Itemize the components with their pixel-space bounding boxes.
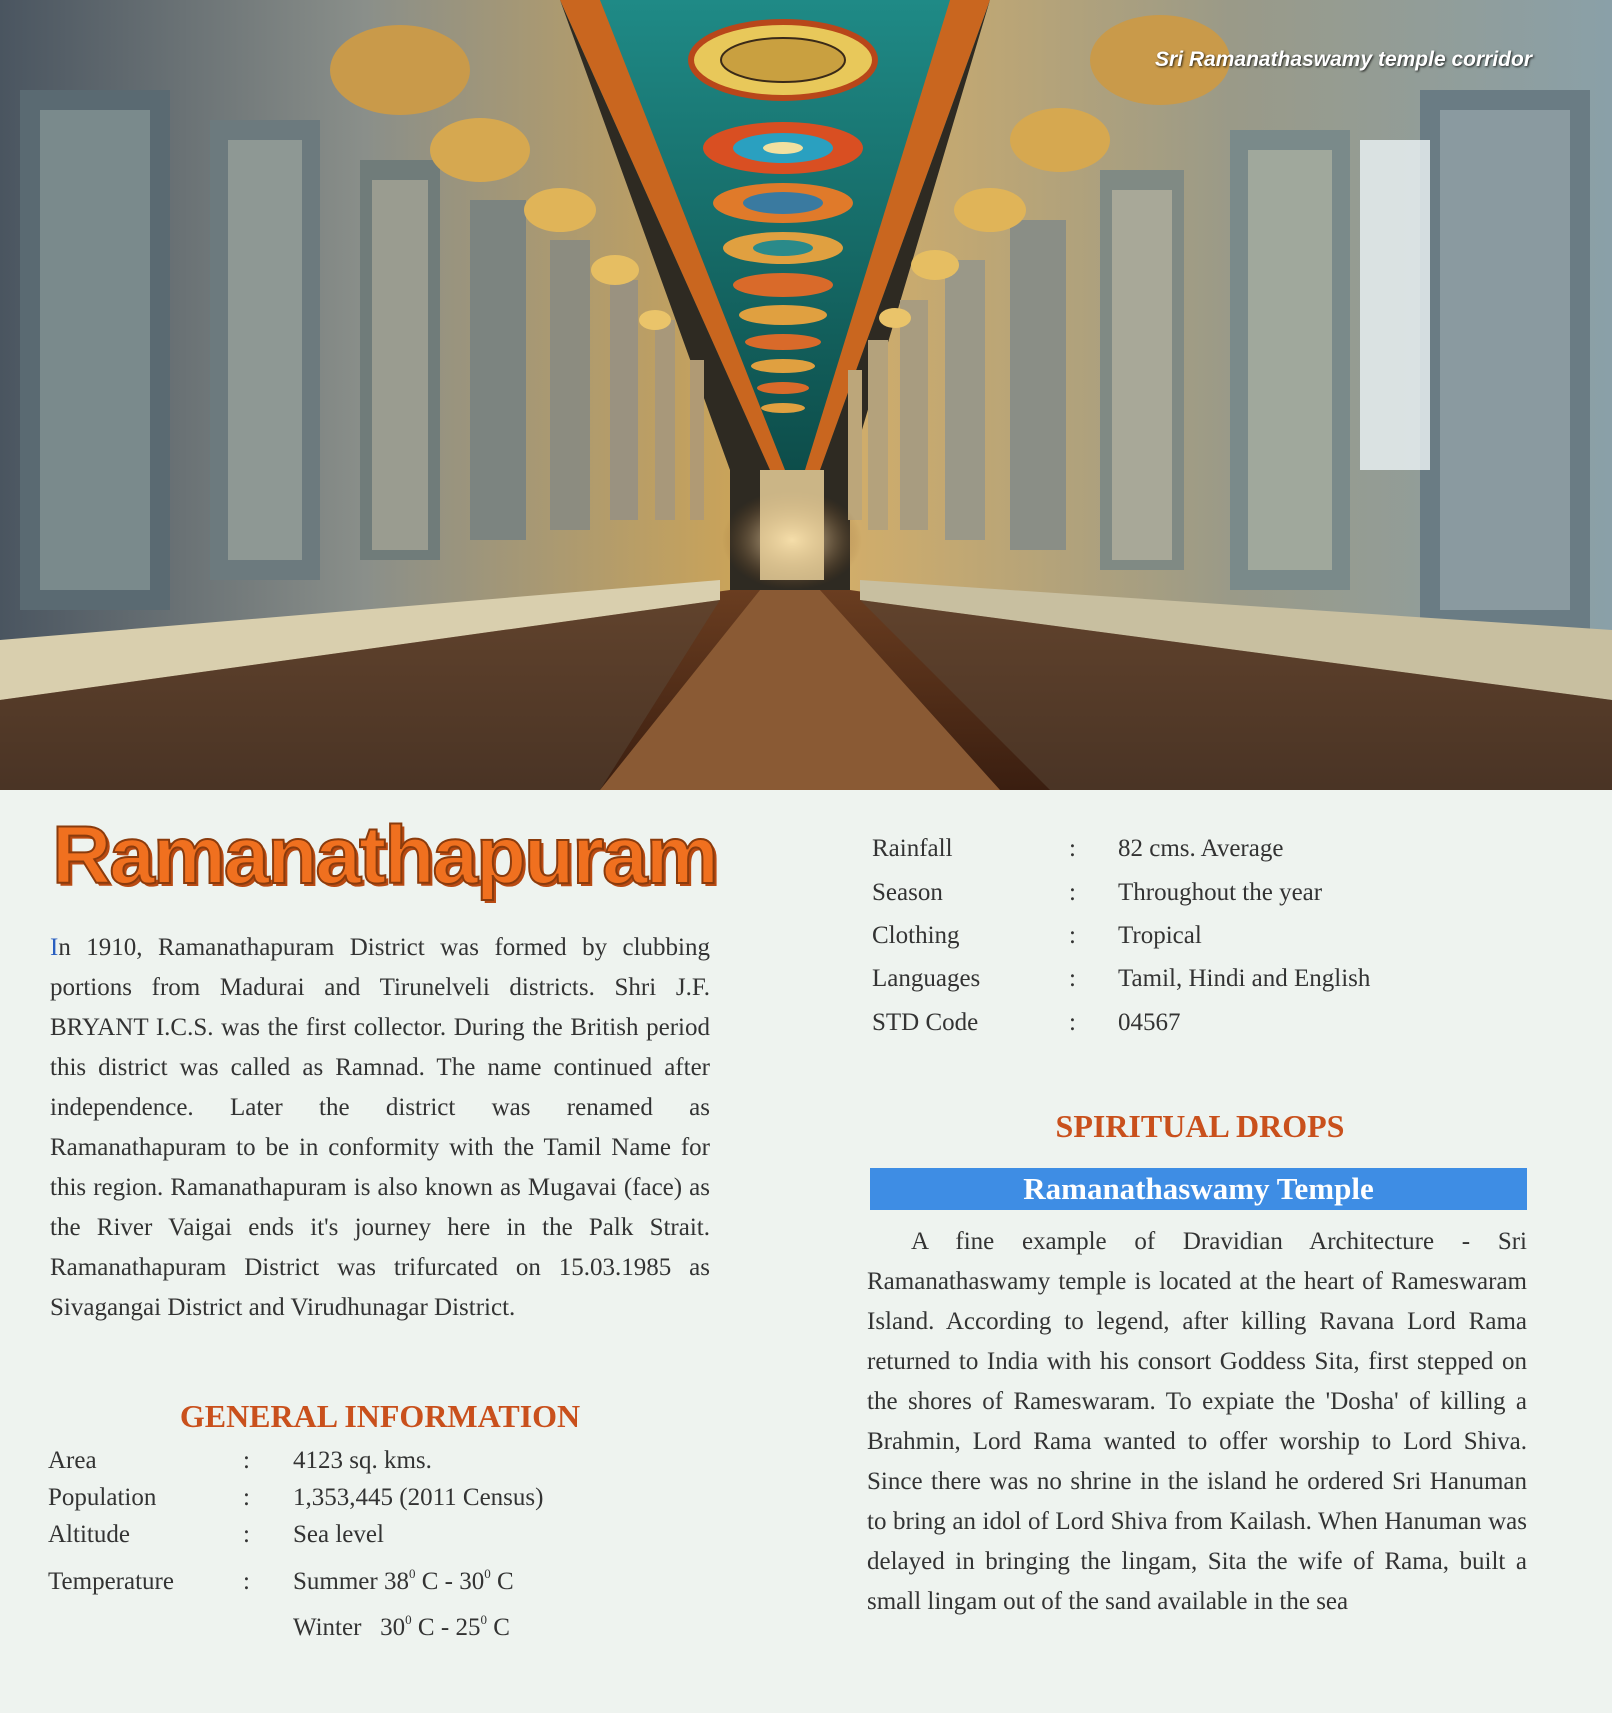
degree-mark: 0	[484, 1566, 491, 1581]
info-separator: :	[1069, 922, 1076, 949]
info-value: Sea level	[293, 1521, 384, 1548]
temperature-summer: Summer $38^0$ C - $30^0$ C	[293, 1566, 514, 1595]
page-title: Ramanathapuram	[52, 810, 717, 901]
unit: C	[421, 1568, 439, 1595]
degree-mark: 0	[480, 1612, 487, 1627]
temple-text: A fine example of Dravidian Architecture - Sri Ramanathaswamy temple is located at the heart of Rameswaram Island. According to legend, after killing Ravana Lord Rama returned to India with his consort Goddess Sita, first stepped on the shores of Rameswaram. To expiate the 'Dosha' of killing a Brahmin, Lord Rama wanted to offer worship to Lord Shiva. Since there was no shrine in the island he ordered Sri Hanuman to bring an idol of Lord Shiva from Kailash. When Hanuman was delayed in bringing the lingam, Sita the wife of Rama, built a small lingam out of the sand available in the sea	[867, 1228, 1527, 1615]
info-separator: :	[243, 1521, 250, 1548]
info-value: Throughout the year	[1118, 879, 1323, 906]
summer-low: 30	[459, 1568, 485, 1595]
info-label: Temperature	[48, 1568, 174, 1595]
info-label: STD Code	[872, 1009, 979, 1036]
info-value: Tamil, Hindi and English	[1118, 965, 1371, 992]
unit: C	[417, 1614, 435, 1641]
general-information-heading: GENERAL INFORMATION	[179, 1398, 581, 1434]
temperature-winter: Winter $30^0$ C - $25^0$ C	[293, 1612, 510, 1641]
info-separator: :	[1069, 965, 1076, 992]
info-label: Season	[872, 879, 943, 906]
photo-caption: Sri Ramanathaswamy temple corridor	[1155, 48, 1532, 71]
info-separator: :	[243, 1447, 250, 1474]
info-separator: :	[1069, 1009, 1076, 1036]
winter-high: 30	[380, 1614, 406, 1641]
intro-text: n 1910, Ramanathapuram District was formed by clubbing portions from Madurai and Tirunelveli districts. Shri J.F. BRYANT I.C.S. was the first collector. During the British period this district was called as Ramnad. The name continued after independence. Later the district was renamed as Ramanathapuram to be in conformity with the Tamil Name for this region. Ramanathapuram is also known as Mugavai (face) as the River Vaigai ends it's journey here in the Palk Strait. Ramanathapuram District was trifurcated on 15.03.1985 as Sivagangai District and Virudhunagar District.	[50, 934, 710, 1321]
info-label: Clothing	[872, 922, 960, 949]
winter-low: 25	[455, 1614, 481, 1641]
info-value: Tropical	[1118, 922, 1202, 949]
temple-corridor-photo	[0, 0, 1612, 790]
info-value: 4123 sq. kms.	[293, 1447, 432, 1474]
info-separator: :	[243, 1568, 250, 1595]
spiritual-drops-heading: SPIRITUAL DROPS	[1055, 1108, 1345, 1144]
info-separator: :	[1069, 835, 1076, 862]
degree-mark: 0	[408, 1566, 416, 1581]
intro-paragraph	[50, 928, 710, 1328]
winter-label: Winter	[293, 1614, 362, 1641]
info-label: Population	[48, 1484, 157, 1511]
temple-subheading: Ramanathaswamy Temple	[870, 1168, 1527, 1210]
info-separator: :	[243, 1484, 250, 1511]
info-separator: :	[1069, 879, 1076, 906]
corridor-illustration	[0, 0, 1612, 790]
degree-mark: 0	[405, 1612, 412, 1627]
summer-high: 38	[383, 1568, 409, 1595]
intro-first-letter: I	[50, 934, 59, 961]
info-value: 04567	[1118, 1009, 1181, 1036]
temple-paragraph	[867, 1222, 1527, 1622]
info-value: 1,353,445 (2011 Census)	[293, 1484, 544, 1511]
info-label: Rainfall	[872, 835, 953, 862]
unit: C	[493, 1614, 510, 1641]
info-label: Altitude	[48, 1521, 130, 1548]
info-label: Languages	[872, 965, 981, 992]
summer-label: Summer	[293, 1568, 378, 1595]
info-value: 82 cms. Average	[1118, 835, 1284, 862]
unit: C	[496, 1568, 514, 1595]
info-label: Area	[48, 1447, 97, 1474]
